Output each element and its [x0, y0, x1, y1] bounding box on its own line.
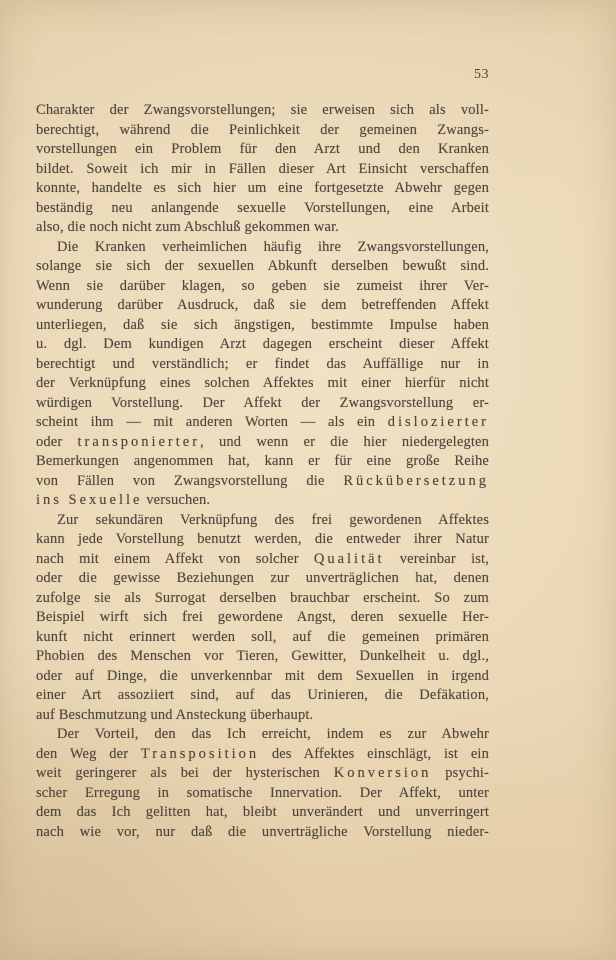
text-segment: versuchen.	[142, 492, 211, 508]
text-line	[36, 706, 489, 726]
text-line	[36, 530, 489, 550]
text-line	[36, 764, 489, 784]
text-segment: berechtigt und verständlich; er findet das Auffällige nur in	[36, 355, 489, 372]
text-segment: Wenn sie darüber klagen, so geben sie zumeist ihrer Ver-	[36, 277, 489, 294]
text-line	[36, 394, 489, 414]
text-line	[36, 784, 489, 804]
text-segment: Charakter der Zwangsvorstellungen; sie erweisen sich als voll-	[36, 102, 489, 118]
text-segment: vereinbar ist,	[384, 550, 489, 567]
text-segment: würdigen Vorstellung. Der Affekt der Zwangsvorstellung er-	[36, 394, 489, 411]
text-line	[36, 491, 489, 511]
text-segment: oder die gewisse Beziehungen zur unverträglichen hat, denen	[36, 570, 489, 586]
text-segment: des Affektes einschlägt, ist ein	[259, 745, 489, 762]
text-line	[36, 550, 489, 570]
text-segment: oder auf Dinge, die unverkennbar mit dem Sexuellen in irgend	[36, 667, 489, 684]
text-segment: den Weg der	[36, 745, 141, 762]
text-line	[36, 589, 489, 609]
text-line	[36, 472, 489, 492]
text-segment: nach wie vor, nur daß die unverträgliche Vorstellung nieder-	[36, 823, 489, 840]
text-line	[36, 238, 489, 258]
text-line	[36, 335, 489, 355]
text-segment: solange sie sich der sexuellen Abkunft derselben bewußt sind.	[36, 258, 489, 274]
text-segment: der Verknüpfung eines solchen Affektes mit einer hierfür nicht	[36, 375, 489, 391]
text-segment: nach mit einem Affekt von solcher	[36, 550, 314, 567]
text-line	[36, 121, 489, 141]
text-line	[36, 511, 489, 531]
text-segment: von Fällen von Zwangsvorstellung die	[36, 472, 344, 489]
text-segment: oder	[36, 433, 78, 450]
text-line	[36, 803, 489, 823]
page-content	[36, 66, 489, 842]
text-segment: Der Vorteil, den das Ich erreicht, indem es zur Abwehr	[57, 726, 489, 742]
text-segment: zufolge sie als Surrogat derselben brauchbar erscheint. So zum	[36, 589, 489, 606]
text-segment: Zur sekundären Verknüpfung des frei gewordenen Affektes	[57, 511, 489, 528]
paragraph	[36, 511, 489, 726]
text-line	[36, 374, 489, 394]
text-line	[36, 452, 489, 472]
text-segment: , und wenn er die hier niedergelegten	[200, 433, 489, 450]
letterspaced-emphasis: transponierter	[77, 433, 201, 450]
text-line	[36, 413, 489, 433]
text-line	[36, 179, 489, 199]
text-line	[36, 277, 489, 297]
paragraph	[36, 101, 489, 238]
text-line	[36, 257, 489, 277]
text-line	[36, 686, 489, 706]
text-segment: kunft nicht erinnert werden soll, auf die gemeinen primären	[36, 628, 489, 645]
text-line	[36, 355, 489, 375]
text-line	[36, 218, 489, 238]
text-line	[36, 160, 489, 180]
text-segment: bildet. Soweit ich mir in Fällen dieser Art Einsicht verschaffen	[36, 160, 489, 177]
text-line	[36, 667, 489, 687]
text-segment: auf Beschmutzung und Ansteckung überhaupt.	[36, 706, 314, 723]
letterspaced-emphasis: Konversion	[333, 765, 432, 781]
text-segment: vorstellungen ein Problem für den Arzt und den Kranken	[36, 141, 489, 157]
text-segment: konnte, handelte es sich hier um eine fortgesetzte Abwehr gegen	[36, 180, 489, 196]
text-segment: scher Erregung in somatische Innervation. Der Affekt, unter	[36, 784, 489, 801]
text-line	[36, 101, 489, 121]
text-line	[36, 628, 489, 648]
text-segment: weit geringerer als bei der hysterischen	[36, 765, 334, 781]
text-line	[36, 433, 489, 453]
text-line	[36, 745, 489, 765]
text-segment: dem das Ich gelitten hat, bleibt unverändert und unverringert	[36, 804, 489, 820]
paragraph	[36, 725, 489, 842]
letterspaced-emphasis: dislozierter	[387, 414, 489, 430]
page-number: 53	[474, 67, 489, 82]
text-segment: einer Art assoziiert sind, auf das Urinieren, die Defäkation,	[36, 687, 489, 703]
letterspaced-emphasis: ins Sexuelle	[36, 492, 143, 508]
text-line	[36, 296, 489, 316]
text-line	[36, 647, 489, 667]
text-segment: kann jede Vorstellung benutzt werden, die entweder ihrer Natur	[36, 531, 489, 547]
text-segment: Beispiel wirft sich frei gewordene Angst, deren sexuelle Her-	[36, 609, 489, 625]
text-line	[36, 199, 489, 219]
text-segment: berechtigt, während die Peinlichkeit der gemeinen Zwangs-	[36, 121, 489, 138]
text-block	[36, 101, 489, 842]
text-segment: psychi-	[431, 765, 489, 781]
letterspaced-emphasis: Transposition	[140, 745, 260, 762]
text-segment: also, die noch nicht zum Abschluß gekommen war.	[36, 219, 340, 235]
text-segment: Bemerkungen angenommen hat, kann er für eine große Reihe	[36, 453, 489, 469]
text-segment: Phobien des Menschen vor Tieren, Gewitter, Dunkelheit u. dgl.,	[36, 648, 489, 664]
text-segment: u. dgl. Dem kundigen Arzt dagegen erscheint dieser Affekt	[36, 336, 489, 352]
text-segment: Die Kranken verheimlichen häufig ihre Zwangsvorstellungen,	[57, 238, 489, 255]
text-segment: unterliegen, daß sie sich ängstigen, bestimmte Impulse haben	[36, 316, 489, 333]
text-line	[36, 725, 489, 745]
letterspaced-emphasis: Qualität	[313, 550, 385, 567]
text-segment: beständig neu anlangende sexuelle Vorstellungen, eine Arbeit	[36, 199, 489, 216]
text-line	[36, 316, 489, 336]
text-segment: scheint ihm — mit anderen Worten — als ein	[36, 414, 388, 430]
paragraph	[36, 238, 489, 511]
text-line	[36, 608, 489, 628]
letterspaced-emphasis: Rückübersetzung	[343, 472, 489, 489]
text-line	[36, 569, 489, 589]
text-line	[36, 140, 489, 160]
text-line	[36, 823, 489, 843]
text-segment: wunderung darüber Ausdruck, daß sie dem betreffenden Affekt	[36, 297, 489, 313]
